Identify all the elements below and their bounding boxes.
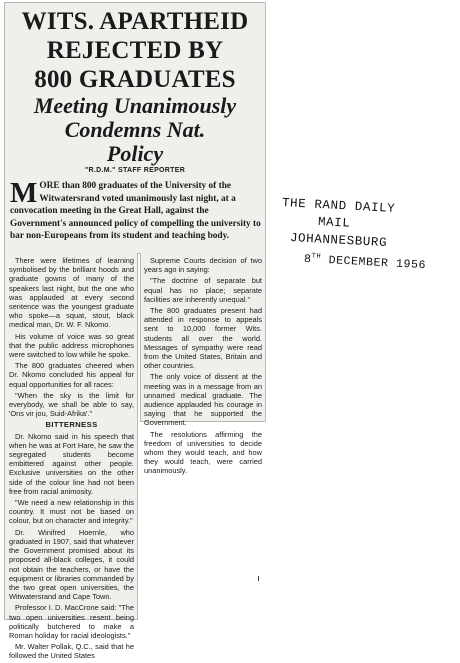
handwritten-source-line-3: JOHANNESBURG — [289, 231, 388, 251]
subheadline-line-1: Meeting Unanimously — [33, 93, 237, 118]
byline: "R.D.M." STAFF REPORTER — [84, 167, 186, 174]
paragraph: The 800 graduates cheered when Dr. Nkomo concluded his appeal for equal opportunities for all races: — [9, 361, 134, 389]
subhead-bitterness: BITTERNESS — [45, 420, 98, 430]
paper-speck — [258, 576, 259, 581]
handwritten-date — [304, 252, 427, 272]
paragraph: Mr. Walter Pollak, Q.C., said that he followed the United States — [9, 642, 134, 661]
paragraph: "We need a new relationship in this country. It must not be based on colour, but on character and integrity." — [9, 498, 134, 526]
subheadline-line-2: Condemns Nat. — [64, 117, 206, 142]
paragraph: The 800 graduates present had attended in response to appeals sent to 10,000 former Wits. students all over the world. Messages of sympathy were read from the United States, Britain and other countries. — [144, 306, 262, 371]
handwritten-source-line-2: MAIL — [317, 215, 351, 231]
lead-paragraph — [10, 177, 262, 243]
article-column-left — [9, 256, 134, 663]
date-rest: DECEMBER 1956 — [328, 254, 427, 273]
date-day: 8 — [303, 252, 312, 267]
headline-line-3: 800 GRADUATES — [34, 66, 236, 93]
headline-line-1: WITS. APARTHEID — [21, 8, 249, 35]
paragraph: There were lifetimes of learning symbolised by the brilliant hoods and graduate gowns of many of the speakers last night, but the one who was applauded at every second sentence was the youngest graduate who spoke—a squat, stout, black medical man, Dr. W. F. Nkomo. — [9, 256, 134, 330]
paragraph: "The doctrine of separate but equal has no place; separate facilities are inherently unequal." — [144, 276, 262, 304]
article-column-right — [144, 256, 262, 478]
drop-cap: M — [10, 177, 38, 209]
paragraph: "When the sky is the limit for everybody, we shall be able to say, 'Ons vir jou, Suid-Afrika'." — [9, 390, 134, 419]
paragraph: The resolutions affirming the freedom of universities to decide whom they would teach, and how they would teach, were carried unanimously. — [144, 429, 262, 476]
date-suffix: TH — [311, 252, 322, 261]
paragraph: The only voice of dissent at the meeting was in a message from an unnamed medical graduate. The audience applauded his courage in saying that he supported the Government. — [144, 372, 262, 428]
paragraph: Professor I. D. MacCrone said: "The two open universities resent being politically butchered to make a Roman holiday for racial ideologists." — [9, 603, 134, 640]
paragraph: Supreme Courts decision of two years ago in saying: — [144, 256, 262, 275]
headline-line-2: REJECTED BY — [46, 37, 224, 64]
paragraph: Dr. Nkomo said in his speech that when he was at Fort Hare, he saw the segregated students become embittered against other people. Exclusive universities on the other side of the colour line had not been free from racial animosity. — [9, 431, 134, 496]
subheadline-line-3: Policy — [106, 141, 164, 166]
paragraph: Dr. Winifred Hoernle, who graduated in 1907, said that whatever the Government promised about its proposed all-black colleges, it could not obtain the teachers, or have the equipment or libraries commanded by the two great open universities, the Witwatersrand and Cape Town. — [9, 527, 134, 602]
paragraph: His volume of voice was so great that the public address microphones were switched to low while he spoke. — [9, 331, 134, 360]
handwritten-source-line-1: THE RAND DAILY — [281, 196, 396, 216]
lead-text: ORE than 800 graduates of the University of the Witwatersrand voted unanimously last night, at a convocation meeting in the Great Hall, against the Government's announced policy of compelling the university to bar non-Europeans from its student and teaching body. — [10, 181, 261, 242]
